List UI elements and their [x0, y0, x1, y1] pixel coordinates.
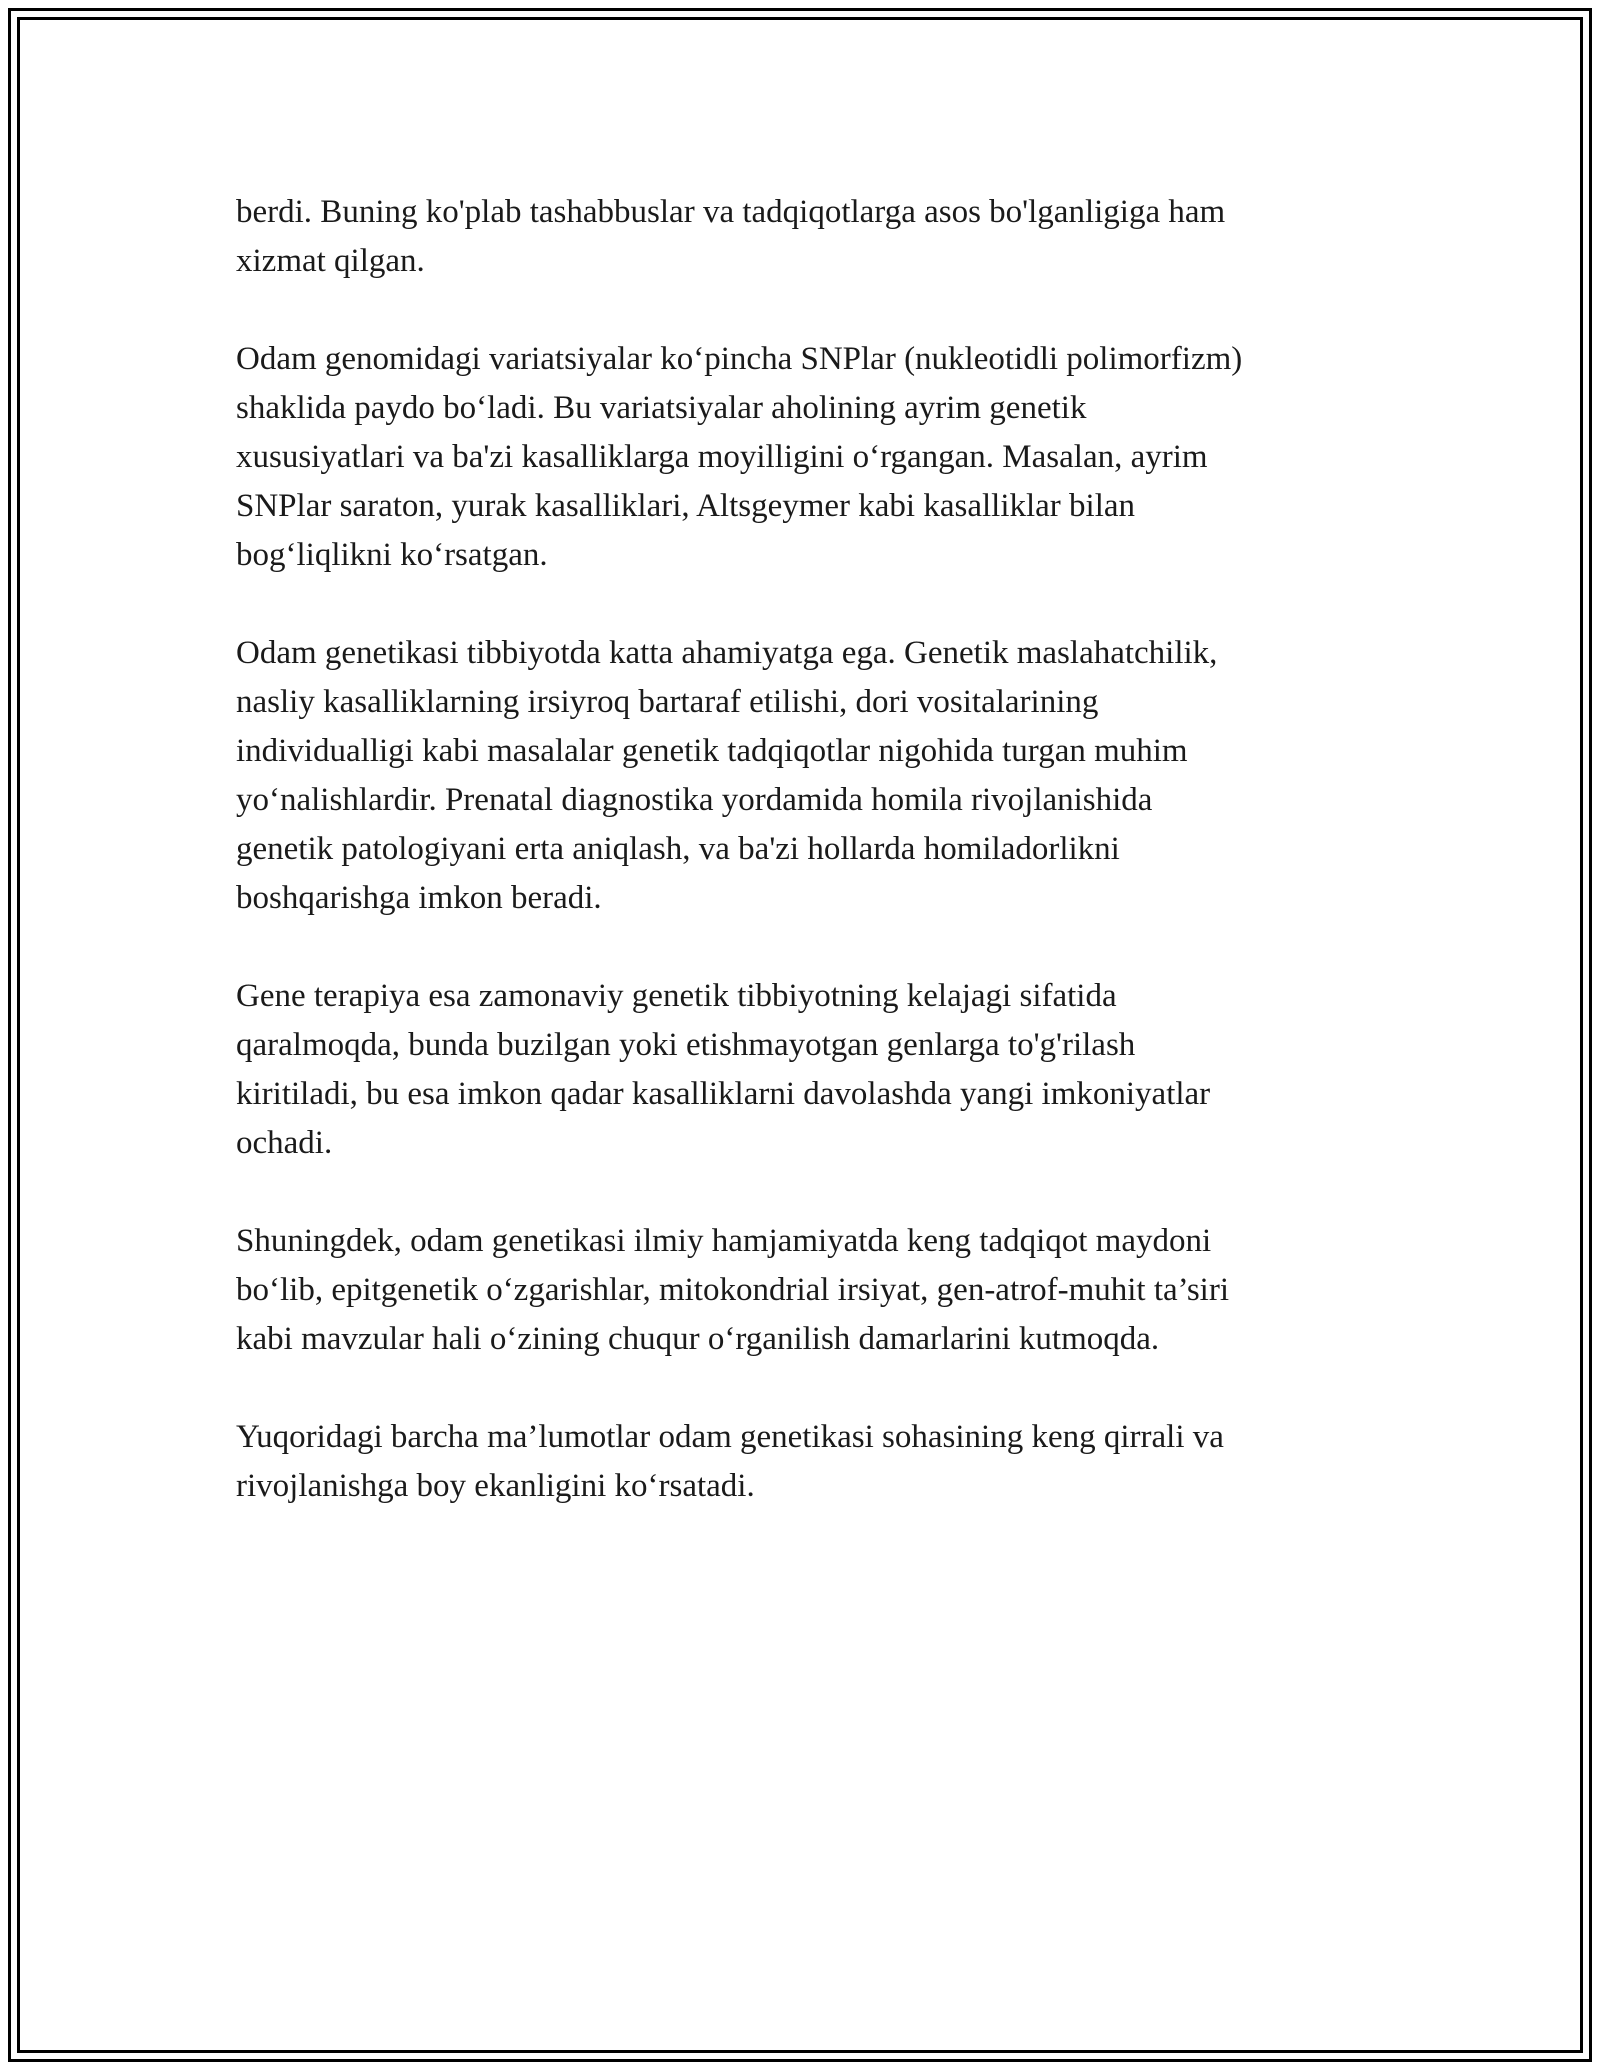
paragraph: Odam genomidagi variatsiyalar ko‘pincha SNPlar (nukleotidli polimorfizm) shaklida paydo bo‘ladi. Bu variatsiyalar aholining ayrim genetik xususiyatlari va ba'zi kasalliklarga moyilligini o‘rgangan. Masalan, ayrim SNPlar saraton, yurak kasalliklari, Altsgeymer kabi kasalliklar bilan bog‘liqlikni ko‘rsatgan.: [236, 341, 1243, 573]
paragraph: Odam genetikasi tibbiyotda katta ahamiyatga ega. Genetik maslahatchilik, nasliy kasalliklarning irsiyroq bartaraf etilishi, dori vositalarining individualligi kabi masalalar genetik tadqiqotlar nigohida turgan muhim yo‘nalishlardir. Prenatal diagnostika yordamida homila rivojlanishida genetik patologiyani erta aniqlash, va ba'zi hollarda homiladorlikni boshqarishga imkon beradi.: [236, 635, 1218, 916]
paragraph: Shuningdek, odam genetikasi ilmiy hamjamiyatda keng tadqiqot maydoni bo‘lib, epitgenetik o‘zgarishlar, mitokondrial irsiyat, gen-atrof-muhit ta’siri kabi mavzular hali o‘zining chuqur o‘rganilish damarlarini kutmoqda.: [236, 1223, 1229, 1357]
paragraph: Gene terapiya esa zamonaviy genetik tibbiyotning kelajagi sifatida qaralmoqda, bunda buzilgan yoki etishmayotgan genlarga to'g'rilash kiritiladi, bu esa imkon qadar kasalliklarni davolashda yangi imkoniyatlar ochadi.: [236, 978, 1211, 1161]
document-body: [236, 188, 1366, 1560]
paragraph: berdi. Buning ko'plab tashabbuslar va tadqiqotlarga asos bo'lganligiga ham xizmat qilgan.: [236, 194, 1226, 279]
paragraph: Yuqoridagi barcha ma’lumotlar odam genetikasi sohasining keng qirrali va rivojlanishga boy ekanligini ko‘rsatadi.: [236, 1419, 1224, 1504]
